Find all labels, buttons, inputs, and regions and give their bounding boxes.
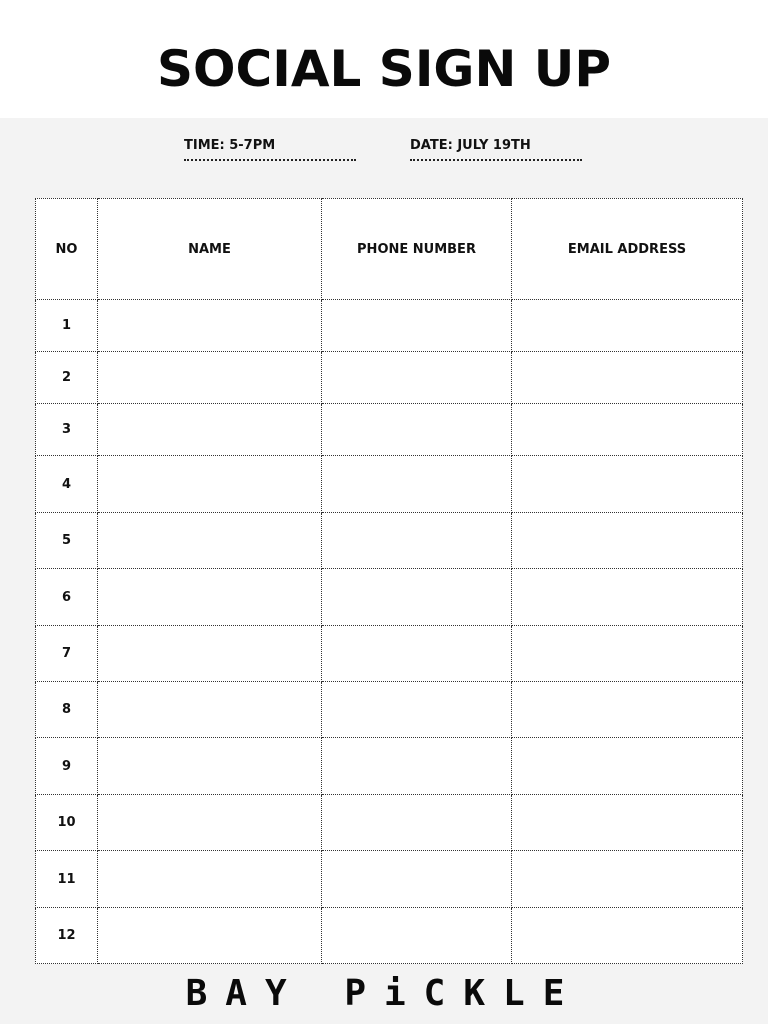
email-address-cell[interactable] bbox=[512, 513, 743, 569]
phone-number-cell[interactable] bbox=[322, 404, 512, 456]
table-row bbox=[36, 513, 743, 569]
email-address-cell[interactable] bbox=[512, 626, 743, 682]
email-address-cell[interactable] bbox=[512, 300, 743, 352]
phone-number-cell[interactable] bbox=[322, 569, 512, 626]
name-cell[interactable] bbox=[98, 300, 322, 352]
phone-number-cell[interactable] bbox=[322, 513, 512, 569]
signup-table-body bbox=[36, 300, 743, 964]
email-address-cell[interactable] bbox=[512, 456, 743, 513]
name-cell[interactable] bbox=[98, 352, 322, 404]
email-address-cell[interactable] bbox=[512, 682, 743, 738]
email-address-cell[interactable] bbox=[512, 352, 743, 404]
phone-number-cell[interactable] bbox=[322, 795, 512, 851]
header-email-address: EMAIL ADDRESS bbox=[512, 199, 743, 300]
row-number: 7 bbox=[36, 626, 98, 682]
phone-number-cell[interactable] bbox=[322, 626, 512, 682]
phone-number-cell[interactable] bbox=[322, 682, 512, 738]
date-field: DATE: JULY 19TH bbox=[410, 138, 582, 161]
time-field: TIME: 5-7PM bbox=[184, 138, 356, 161]
phone-number-cell[interactable] bbox=[322, 352, 512, 404]
phone-number-cell[interactable] bbox=[322, 738, 512, 795]
row-number: 12 bbox=[36, 908, 98, 964]
header-name: NAME bbox=[98, 199, 322, 300]
name-cell[interactable] bbox=[98, 795, 322, 851]
name-cell[interactable] bbox=[98, 456, 322, 513]
name-cell[interactable] bbox=[98, 738, 322, 795]
table-row bbox=[36, 569, 743, 626]
signup-table bbox=[35, 198, 743, 964]
row-number: 10 bbox=[36, 795, 98, 851]
row-number: 1 bbox=[36, 300, 98, 352]
phone-number-cell[interactable] bbox=[322, 908, 512, 964]
name-cell[interactable] bbox=[98, 682, 322, 738]
table-row bbox=[36, 626, 743, 682]
phone-number-cell[interactable] bbox=[322, 456, 512, 513]
header-phone-number: PHONE NUMBER bbox=[322, 199, 512, 300]
table-row bbox=[36, 738, 743, 795]
table-row bbox=[36, 682, 743, 738]
table-header-row bbox=[36, 199, 743, 300]
name-cell[interactable] bbox=[98, 404, 322, 456]
phone-number-cell[interactable] bbox=[322, 300, 512, 352]
email-address-cell[interactable] bbox=[512, 738, 743, 795]
table-row bbox=[36, 352, 743, 404]
email-address-cell[interactable] bbox=[512, 908, 743, 964]
table-row bbox=[36, 404, 743, 456]
row-number: 4 bbox=[36, 456, 98, 513]
name-cell[interactable] bbox=[98, 513, 322, 569]
page-title: SOCIAL SIGN UP bbox=[157, 40, 611, 98]
row-number: 2 bbox=[36, 352, 98, 404]
header-no: NO bbox=[36, 199, 98, 300]
row-number: 5 bbox=[36, 513, 98, 569]
row-number: 8 bbox=[36, 682, 98, 738]
name-cell[interactable] bbox=[98, 626, 322, 682]
table-row bbox=[36, 795, 743, 851]
row-number: 3 bbox=[36, 404, 98, 456]
phone-number-cell[interactable] bbox=[322, 851, 512, 908]
email-address-cell[interactable] bbox=[512, 569, 743, 626]
row-number: 9 bbox=[36, 738, 98, 795]
row-number: 6 bbox=[36, 569, 98, 626]
bay-pickle-logo: BAY PiCKLE bbox=[185, 973, 583, 1014]
table-row bbox=[36, 908, 743, 964]
name-cell[interactable] bbox=[98, 851, 322, 908]
name-cell[interactable] bbox=[98, 908, 322, 964]
email-address-cell[interactable] bbox=[512, 851, 743, 908]
table-row bbox=[36, 851, 743, 908]
row-number: 11 bbox=[36, 851, 98, 908]
table-row bbox=[36, 456, 743, 513]
email-address-cell[interactable] bbox=[512, 795, 743, 851]
name-cell[interactable] bbox=[98, 569, 322, 626]
table-row bbox=[36, 300, 743, 352]
email-address-cell[interactable] bbox=[512, 404, 743, 456]
